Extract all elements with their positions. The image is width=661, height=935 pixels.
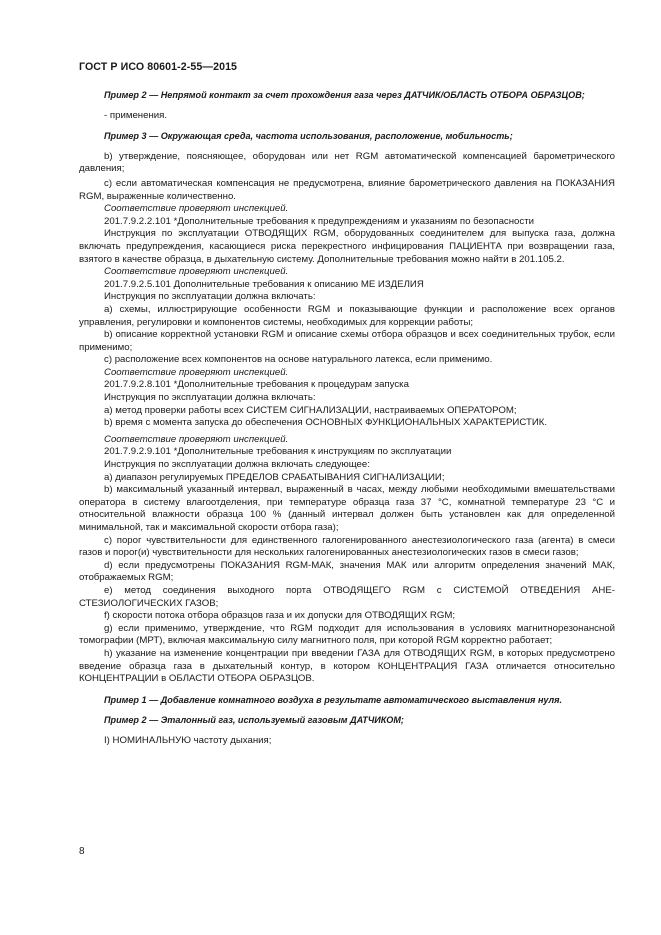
list-item: g) если применимо, утверждение, что RGM подходит для использования в условиях магнитнорезонансной томографии (МРТ), включая максимальную силу магнитного поля, при которой RGM корректно работает;: [79, 622, 615, 647]
paragraph: Инструкция по эксплуатации должна включать:: [104, 291, 316, 303]
page-body: [79, 89, 615, 748]
compliance-note: Соответствие проверяют инспекцией.: [104, 266, 289, 278]
list-item: f) скорости потока отбора образцов газа и их допуски для ОТВОДЯЩИХ RGM;: [104, 610, 456, 622]
example-note: Пример 1 — Добавление комнатного воздуха в результате автоматического выставления нуля.: [104, 694, 563, 705]
clause-heading: 201.7.9.2.5.101 Дополнительные требования к описанию МЕ ИЗДЕЛИЯ: [104, 278, 424, 290]
list-item: b) максимальный указанный интервал, выраженный в часах, между любыми необходимыми вмешательствами оператора в систему влагоотделения, при температуре образца газа 37 °С, комнатной температуре 23 °С и относительной влажности образца 100 % (данный интервал должен быть установлен как для определенной минимальной, так и максимальной скорости отбора газа);: [79, 484, 615, 533]
clause-heading: 201.7.9.2.8.101 *Дополнительные требования к процедурам запуска: [104, 379, 409, 391]
paragraph: Инструкция по эксплуатации должна включать следующее:: [104, 459, 370, 471]
compliance-note: Соответствие проверяют инспекцией.: [104, 366, 289, 378]
list-item: b) описание корректной установки RGM и описание схемы отбора образцов и всех соединительных трубок, если применимо;: [79, 329, 615, 353]
list-item: a) схемы, иллюстрирующие особенности RGM и показывающие функции и расположение всех органов управления, регулировки и компонентов системы, необходимых для коррекции работы;: [79, 303, 615, 328]
paragraph: Инструкция по эксплуатации должна включать:: [104, 392, 316, 404]
compliance-note: Соответствие проверяют инспекцией.: [104, 203, 289, 215]
list-item: b) утверждение, поясняющее, оборудован или нет RGM автоматической компенсацией барометрического давления;: [79, 150, 615, 175]
list-item: h) указание на изменение концентрации при введении ГАЗА для ОТВОДЯЩИХ RGM, в которых предусмотрено введение образца газа в дыхательный контур, в котором КОНЦЕНТРАЦИЯ ГАЗА отличается относительно КОНЦЕНТРАЦИИ в ОБЛАСТИ ОТБОРА ОБРАЗЦОВ.: [79, 647, 615, 685]
list-item: - применения.: [104, 109, 168, 121]
paragraph: Инструкция по эксплуатации ОТВОДЯЩИХ RGM, оборудованных соединителем для выпуска газа, должна включать предупреждения, касающиеся риска перекрестного инфицирования ПАЦИЕНТА при возвращении газа, взятого в качестве образца, в дыхательную систему. Дополнительные требования можно найти в 201.105.2.: [79, 228, 615, 265]
list-item: c) если автоматическая компенсация не предусмотрена, влияние барометрического давления на ПОКАЗАНИЯ RGM, выраженные количественно.: [79, 177, 615, 202]
list-item: e) метод соединения выходного порта ОТВОДЯЩЕГО RGM с СИСТЕМОЙ ОТВЕДЕНИЯ АНЕСТЕЗИОЛОГИЧЕСКИХ ГАЗОВ;: [79, 584, 615, 609]
list-item: a) диапазон регулируемых ПРЕДЕЛОВ СРАБАТЫВАНИЯ СИГНАЛИЗАЦИИ;: [104, 471, 445, 483]
example-note: Пример 2 — Непрямой контакт за счет прохождения газа через ДАТЧИК/ОБЛАСТЬ ОТБОРА ОБРАЗЦОВ;: [104, 90, 585, 100]
document-header: ГОСТ Р ИСО 80601-2-55—2015: [79, 61, 238, 73]
clause-heading: 201.7.9.2.9.101 *Дополнительные требования к инструкциям по эксплуатации: [104, 446, 452, 458]
list-item: b) время с момента запуска до обеспечения ОСНОВНЫХ ФУНКЦИОНАЛЬНЫХ ХАРАКТЕРИСТИК.: [104, 417, 548, 429]
list-item: c) порог чувствительности для единственного галогенированного анестезиологического газа (агента) в смеси газов и порог(и) чувствительности для нескольких галогенированных анестезиологических газов в смеси газов;: [79, 534, 615, 559]
compliance-note: Соответствие проверяют инспекцией.: [104, 433, 289, 445]
example-note: Пример 2 — Эталонный газ, используемый газовым ДАТЧИКОМ;: [104, 715, 404, 726]
list-item: I) НОМИНАЛЬНУЮ частоту дыхания;: [104, 734, 272, 746]
list-item: d) если предусмотрены ПОКАЗАНИЯ RGM-МАК, значения МАК или алгоритм определения значений МАК, отображаемых RGM;: [79, 559, 615, 584]
page-number: 8: [79, 846, 85, 857]
list-item: c) расположение всех компонентов на основе натурального латекса, если применимо.: [104, 354, 493, 366]
example-note: Пример 3 — Окружающая среда, частота использования, расположение, мобильность;: [104, 131, 513, 142]
list-item: a) метод проверки работы всех СИСТЕМ СИГНАЛИЗАЦИИ, настраиваемых ОПЕРАТОРОМ;: [104, 404, 517, 416]
clause-heading: 201.7.9.2.2.101 *Дополнительные требования к предупреждениям и указаниям по безопасности: [104, 215, 535, 227]
